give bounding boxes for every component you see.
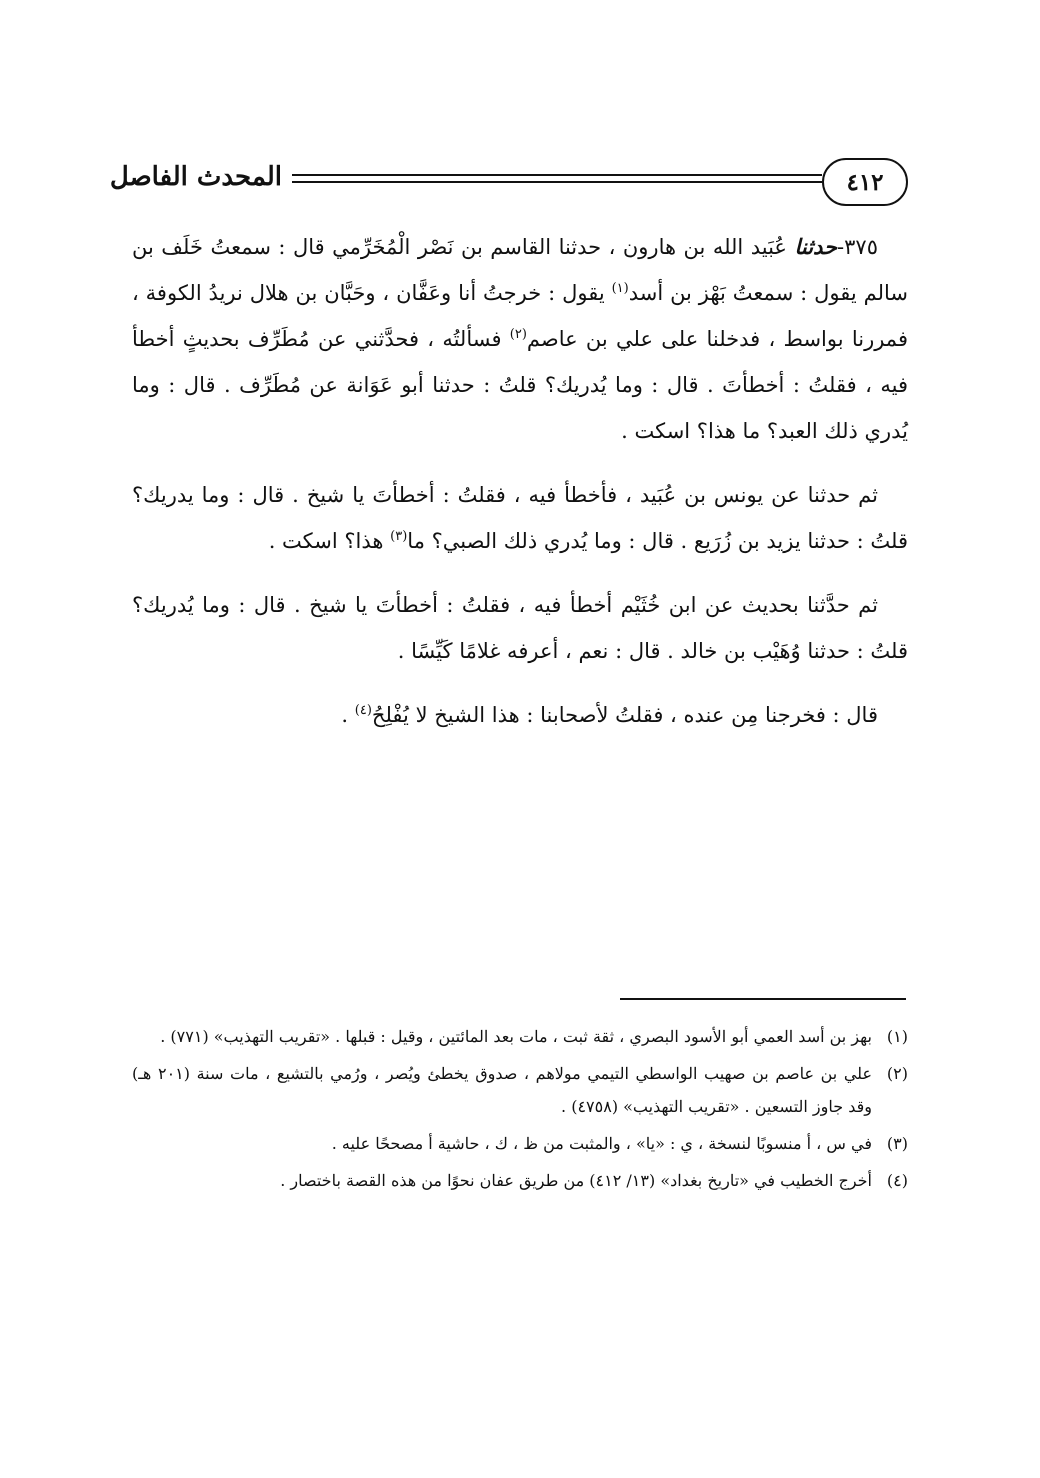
footnote-3 [132, 1127, 908, 1160]
paragraph-2-part-b: هذا؟ اسكت . [268, 529, 384, 553]
paragraph-3 [132, 582, 908, 674]
header-double-rule [292, 174, 822, 183]
paragraph-4 [132, 692, 908, 738]
footnote-label: (٢) [886, 1064, 908, 1083]
book-title: المحدث الفاصل [109, 162, 282, 192]
page-number: ٤١٢ [822, 158, 908, 206]
footnote-text: في س ، أ منسوبًا لنسخة ، ي : «يا» ، والمثبت من ظ ، ك ، حاشية أ مصححًا عليه . [331, 1134, 872, 1153]
footnote-text: علي بن عاصم بن صهيب الواسطي التيمي مولاهم ، صدوق يخطئ ويُصر ، ورُمي بالتشيع ، مات سنة (٢٠١ هـ) وقد جاوز التسعين . «تقريب التهذيب» (٤٧٥٨) . [132, 1064, 872, 1116]
footnote-ref-1[interactable]: (١) [611, 281, 629, 296]
footnote-ref-3[interactable]: (٣) [390, 529, 408, 544]
footnote-separator [620, 998, 906, 1000]
footnote-label: (١) [886, 1027, 908, 1046]
paragraph-2 [132, 472, 908, 564]
opening-word: حدثنا [794, 234, 838, 259]
footnote-text: أخرج الخطيب في «تاريخ بغداد» (١٣/ ٤١٢) من طريق عفان نحوًا من هذه القصة باختصار . [280, 1171, 872, 1190]
footnote-label: (٣) [886, 1134, 908, 1153]
paragraph-1 [132, 224, 908, 454]
hadith-number: ٣٧٥- [837, 235, 878, 259]
footnotes [132, 1020, 908, 1201]
footnote-label: (٤) [886, 1171, 908, 1190]
running-header [109, 158, 908, 206]
paragraph-1-part-b: يقول : خرجتُ أنا وعَفَّان ، وحَبَّان بن هلال نريدُ الكوفة ، فمررنا بواسط ، فدخلنا على علي بن عاصم [132, 281, 908, 351]
footnote-ref-2[interactable]: (٢) [509, 327, 527, 342]
footnote-ref-4[interactable]: (٤) [354, 703, 372, 718]
paragraph-4-part-a: قال : فخرجنا مِن عنده ، فقلتُ لأصحابنا : هذا الشيخ لا يُفْلِحُ [371, 703, 878, 727]
footnote-2 [132, 1057, 908, 1123]
footnote-text: بهز بن أسد العمي أبو الأسود البصري ، ثقة ثبت ، مات بعد المائتين ، وقيل : قبلها . «تقريب التهذيب» (٧٧١) . [160, 1027, 872, 1046]
paragraph-2-part-a: ثم حدثنا عن يونس بن عُبَيد ، فأخطأ فيه ، فقلتُ : أخطأتَ يا شيخ . قال : وما يدريك؟ قلتُ : حدثنا يزيد بن زُرَيع . قال : وما يُدري ذلك الصبي؟ ما [132, 483, 908, 553]
footnote-1 [132, 1020, 908, 1053]
paragraph-1-part-c: فسألتُه ، فحدَّثني عن مُطَرِّف بحديثٍ أخطأ فيه ، فقلتُ : أخطأتَ . قال : وما يُدريك؟ قلتُ : حدثنا أبو عَوَانة عن مُطَرِّف . قال : وما يُدري ذلك العبد؟ ما هذا؟ اسكت . [132, 327, 908, 443]
paragraph-1-part-a: عُبَيد الله بن هارون ، حدثنا القاسم بن نَصْر الْمُخَرِّمي قال : سمعتُ خَلَف بن سالم يقول : سمعتُ بَهْز بن أسد [132, 235, 908, 305]
paragraph-3-text: ثم حدَّثنا بحديث عن ابن خُثَيْم أخطأ فيه ، فقلتُ : أخطأتَ يا شيخ . قال : وما يُدريك؟ قلتُ : حدثنا وُهَيْب بن خالد . قال : نعم ، أعرفه غلامًا كَيِّسًا . [132, 593, 908, 663]
footnote-4 [132, 1164, 908, 1197]
main-text [132, 224, 908, 738]
paragraph-4-part-b: . [341, 703, 349, 727]
